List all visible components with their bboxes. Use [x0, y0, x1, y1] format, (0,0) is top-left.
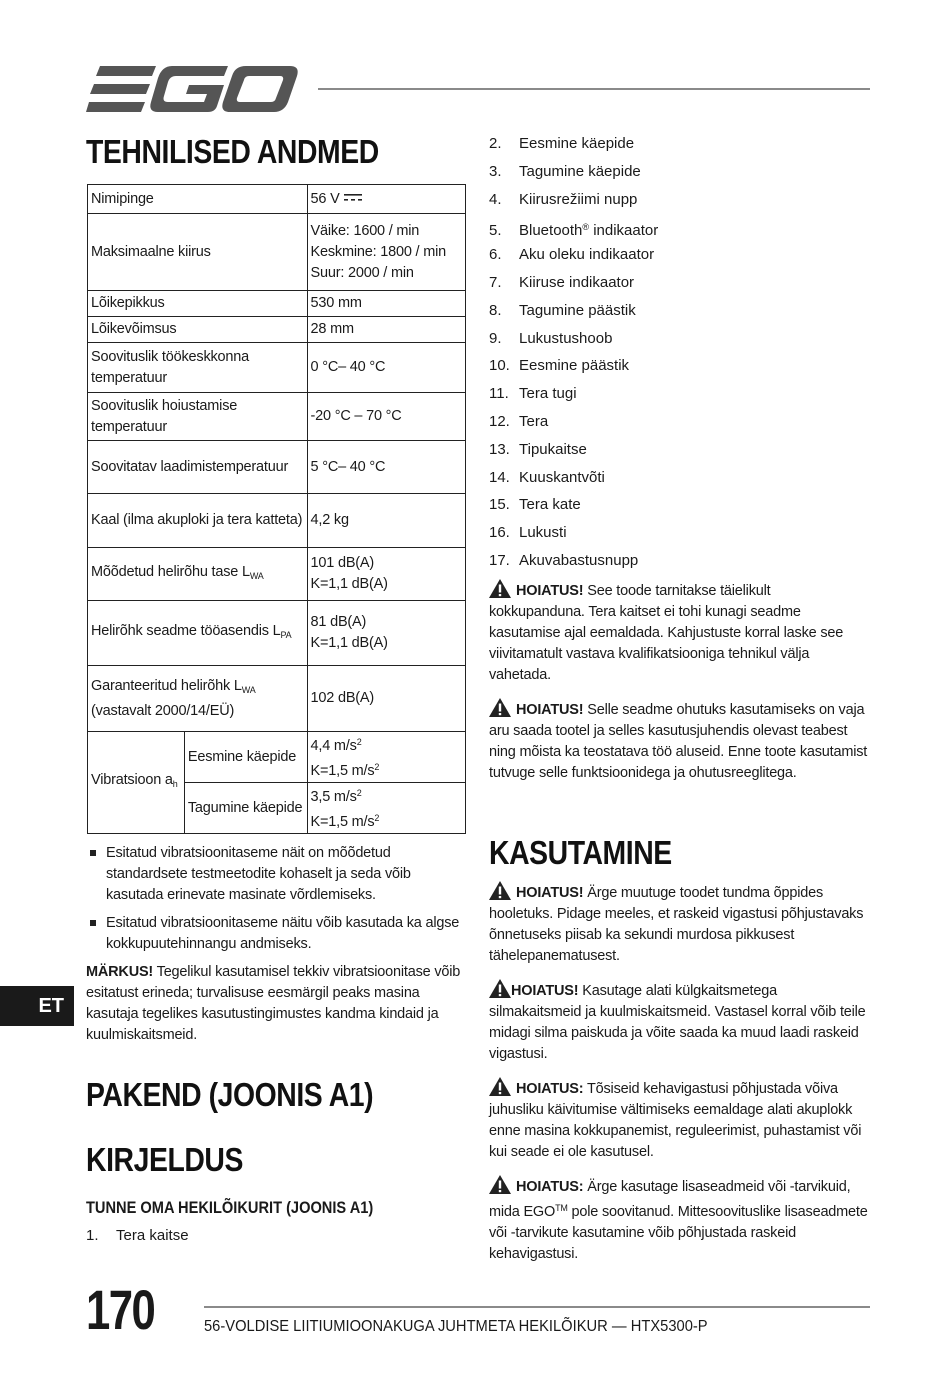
list-item: 7. Kiiruse indikaator [489, 273, 635, 291]
list-item: 6. Aku oleku indikaator [489, 246, 655, 264]
bullet-icon [90, 850, 96, 856]
spec-value: 81 dB(A) K=1,1 dB(A) [307, 601, 465, 666]
spec-value: 4,2 kg [307, 494, 465, 548]
list-item: Esitatud vibratsioonitaseme näitu võib kasutada ka algse kokkupuutehinnangu andmiseks. [86, 913, 466, 955]
list-item: 11. Tera tugi [489, 385, 577, 403]
list-item: 17. Akuvabastusnupp [489, 551, 639, 569]
spec-row-cut-capacity [88, 317, 466, 343]
spec-value: 102 dB(A) [307, 666, 465, 732]
spec-label: Vibratsioon $a_h$ [88, 732, 185, 834]
spec-value: 530 mm [307, 291, 465, 317]
spec-sublabel: Eesmine käepide [184, 732, 307, 783]
spec-value: 101 dB(A) K=1,1 dB(A) [307, 548, 465, 601]
warning-block: HOIATUS! See toode tarnitakse täielikult kokkupanduna. Tera kaitset ei tohi kunagi seadme kasutamise ajal eemaldada. Kahjustuste korral laske see viivitamatult vastava kvalifikatsiooniga tehnikul välja vahetada. [489, 579, 869, 686]
page-number: 170 [86, 1278, 155, 1341]
spec-row-measured-power [88, 548, 466, 601]
spec-row-work-temp [88, 343, 466, 393]
list-item: 13. Tipukaitse [489, 440, 587, 458]
list-item: 5. Bluetooth® indikaator [489, 222, 659, 240]
know-your-tool-title: TUNNE OMA HEKILÕIKURIT (JOONIS A1) [86, 1198, 374, 1217]
note-paragraph: MÄRKUS! Tegelikul kasutamisel tekkiv vibratsioonitase võib esitatust erineda; turvalisuse eesmärgil peaks masina kasutaja tegelikes kasutustingimustes kandma kindaid ja kuulmiskaitsmeid. [86, 964, 461, 1043]
warning-triangle-icon [489, 881, 511, 900]
header-rule [318, 88, 870, 90]
list-item: 14. Kuuskantvõti [489, 468, 605, 486]
note-label: MÄRKUS! [86, 964, 154, 980]
spec-row-storage-temp [88, 393, 466, 441]
spec-label: Lõikepikkus [88, 291, 308, 317]
spec-row-speed [88, 214, 466, 291]
parts-list [489, 134, 869, 579]
warning-block: HOIATUS: Ärge kasutage lisaseadmeid või -tarvikuid, mida EGO™ pole soovitanud. Mittesoovituslike lisaseadmete või -tarvikute kasutamine võib põhjustada raskeid kehavigastusi. [489, 1175, 869, 1265]
spec-label: Soovituslik töökeskkonna temperatuur [88, 343, 308, 393]
spec-label: Mõõdetud helirõhu tase $L_{WA}$ [88, 548, 308, 601]
list-item: Esitatud vibratsioonitaseme näit on mõõdetud standardsete testmeetodite kohaselt ja seda võib kasutada erinevate masinate võrdlemiseks. [86, 843, 466, 906]
spec-row-operator-pressure [88, 601, 466, 666]
spec-value: 4,4 $m/s^2$ K=1,5 $m/s^2$ [307, 732, 465, 783]
spec-value: -20 °C – 70 °C [307, 393, 465, 441]
footer-rule [204, 1306, 870, 1308]
spec-value: 3,5 $m/s^2$ K=1,5 $m/s^2$ [307, 783, 465, 834]
spec-label: Helirõhk seadme tööasendis $L_{PA}$ [88, 601, 308, 666]
list-item: 8. Tagumine päästik [489, 301, 636, 319]
spec-label: Nimipinge [88, 185, 308, 214]
spec-row-cut-length [88, 291, 466, 317]
list-item: 12. Tera [489, 412, 549, 430]
warning-block: HOIATUS: Tõsiseid kehavigastusi põhjustada võiva juhusliku käivitumise vältimiseks eemaldage alati akuplokk enne masina kokkupanemist, reguleerimist, puhastamist või kui seade ei ole kasutusel. [489, 1077, 869, 1163]
spec-row-voltage [88, 185, 466, 214]
vibration-notes [86, 843, 466, 962]
dc-symbol-icon [344, 194, 362, 202]
warning-triangle-icon [489, 579, 511, 598]
spec-sublabel: Tagumine käepide [184, 783, 307, 834]
list-item: 10. Eesmine päästik [489, 357, 630, 375]
spec-value: 5 °C– 40 °C [307, 441, 465, 494]
spec-value: 0 °C– 40 °C [307, 343, 465, 393]
warning-triangle-icon [489, 1175, 511, 1194]
list-item: 16. Lukusti [489, 524, 567, 542]
spec-row-weight [88, 494, 466, 548]
warning-block: HOIATUS! Selle seadme ohutuks kasutamiseks on vaja aru saada tootel ja selles kasutusjuhendis olevast teabest ning mõista ka teostatava töö aluseid. Enne toote kasutamist tutvuge selle funktsioonidega ja ohutusreeglitega. [489, 698, 869, 784]
warning-triangle-icon [489, 979, 511, 998]
parts-list-start [86, 1226, 466, 1254]
list-item: 9. Lukustushoob [489, 329, 613, 347]
ego-logo [86, 64, 300, 114]
spec-row-guaranteed-power [88, 666, 466, 732]
spec-label: Lõikevõimsus [88, 317, 308, 343]
spec-label: Kaal (ilma akuploki ja tera katteta) [88, 494, 308, 548]
list-item: 15. Tera kate [489, 496, 581, 514]
spec-label: Soovituslik hoiustamise temperatuur [88, 393, 308, 441]
spec-label: Soovitatav laadimistemperatuur [88, 441, 308, 494]
spec-row-charge-temp [88, 441, 466, 494]
spec-table [87, 184, 466, 834]
list-item: 3. Tagumine käepide [489, 162, 641, 180]
bullet-icon [90, 920, 96, 926]
technical-data-title: TEHNILISED ANDMED [86, 133, 379, 170]
spec-value: 28 mm [307, 317, 465, 343]
spec-value: 56 V [307, 185, 465, 214]
list-item: 2. Eesmine käepide [489, 135, 635, 152]
language-tab: ET [0, 986, 74, 1026]
description-title: KIRJELDUS [86, 1141, 243, 1178]
packaging-title: PAKEND (JOONIS A1) [86, 1076, 374, 1113]
list-item: 1. Tera kaitse [86, 1227, 189, 1244]
list-item: 4. Kiirusrežiimi nupp [489, 190, 638, 208]
spec-label: Maksimaalne kiirus [88, 214, 308, 291]
warning-block: HOIATUS! Ärge muutuge toodet tundma õppides hooletuks. Pidage meeles, et raskeid vigastusi põhjustavaks õnnetuseks piisab ka sekundi murdosa pikkusest tähelepanematusest. [489, 881, 869, 967]
warning-block: HOIATUS! Kasutage alati külgkaitsmetega silmakaitsmeid ja kuulmiskaitsmeid. Vastasel korral võib teile midagi silma paiskuda ja võite saada ka muud laadi raskeid vigastusi. [489, 979, 869, 1065]
warnings-top [489, 579, 869, 796]
spec-row-vibration-front [88, 732, 466, 783]
warning-triangle-icon [489, 1077, 511, 1096]
footer-title: 56-VOLDISE LIITIUMIOONAKUGA JUHTMETA HEKILÕIKUR — HTX5300-P [204, 1318, 708, 1335]
spec-value: Väike: 1600 / min Keskmine: 1800 / min Suur: 2000 / min [307, 214, 465, 291]
warnings-usage [489, 881, 869, 1277]
warning-triangle-icon [489, 698, 511, 717]
spec-label: Garanteeritud helirõhk $L_{WA}$ (vastavalt 2000/14/EÜ) [88, 666, 308, 732]
usage-title: KASUTAMINE [489, 834, 672, 871]
